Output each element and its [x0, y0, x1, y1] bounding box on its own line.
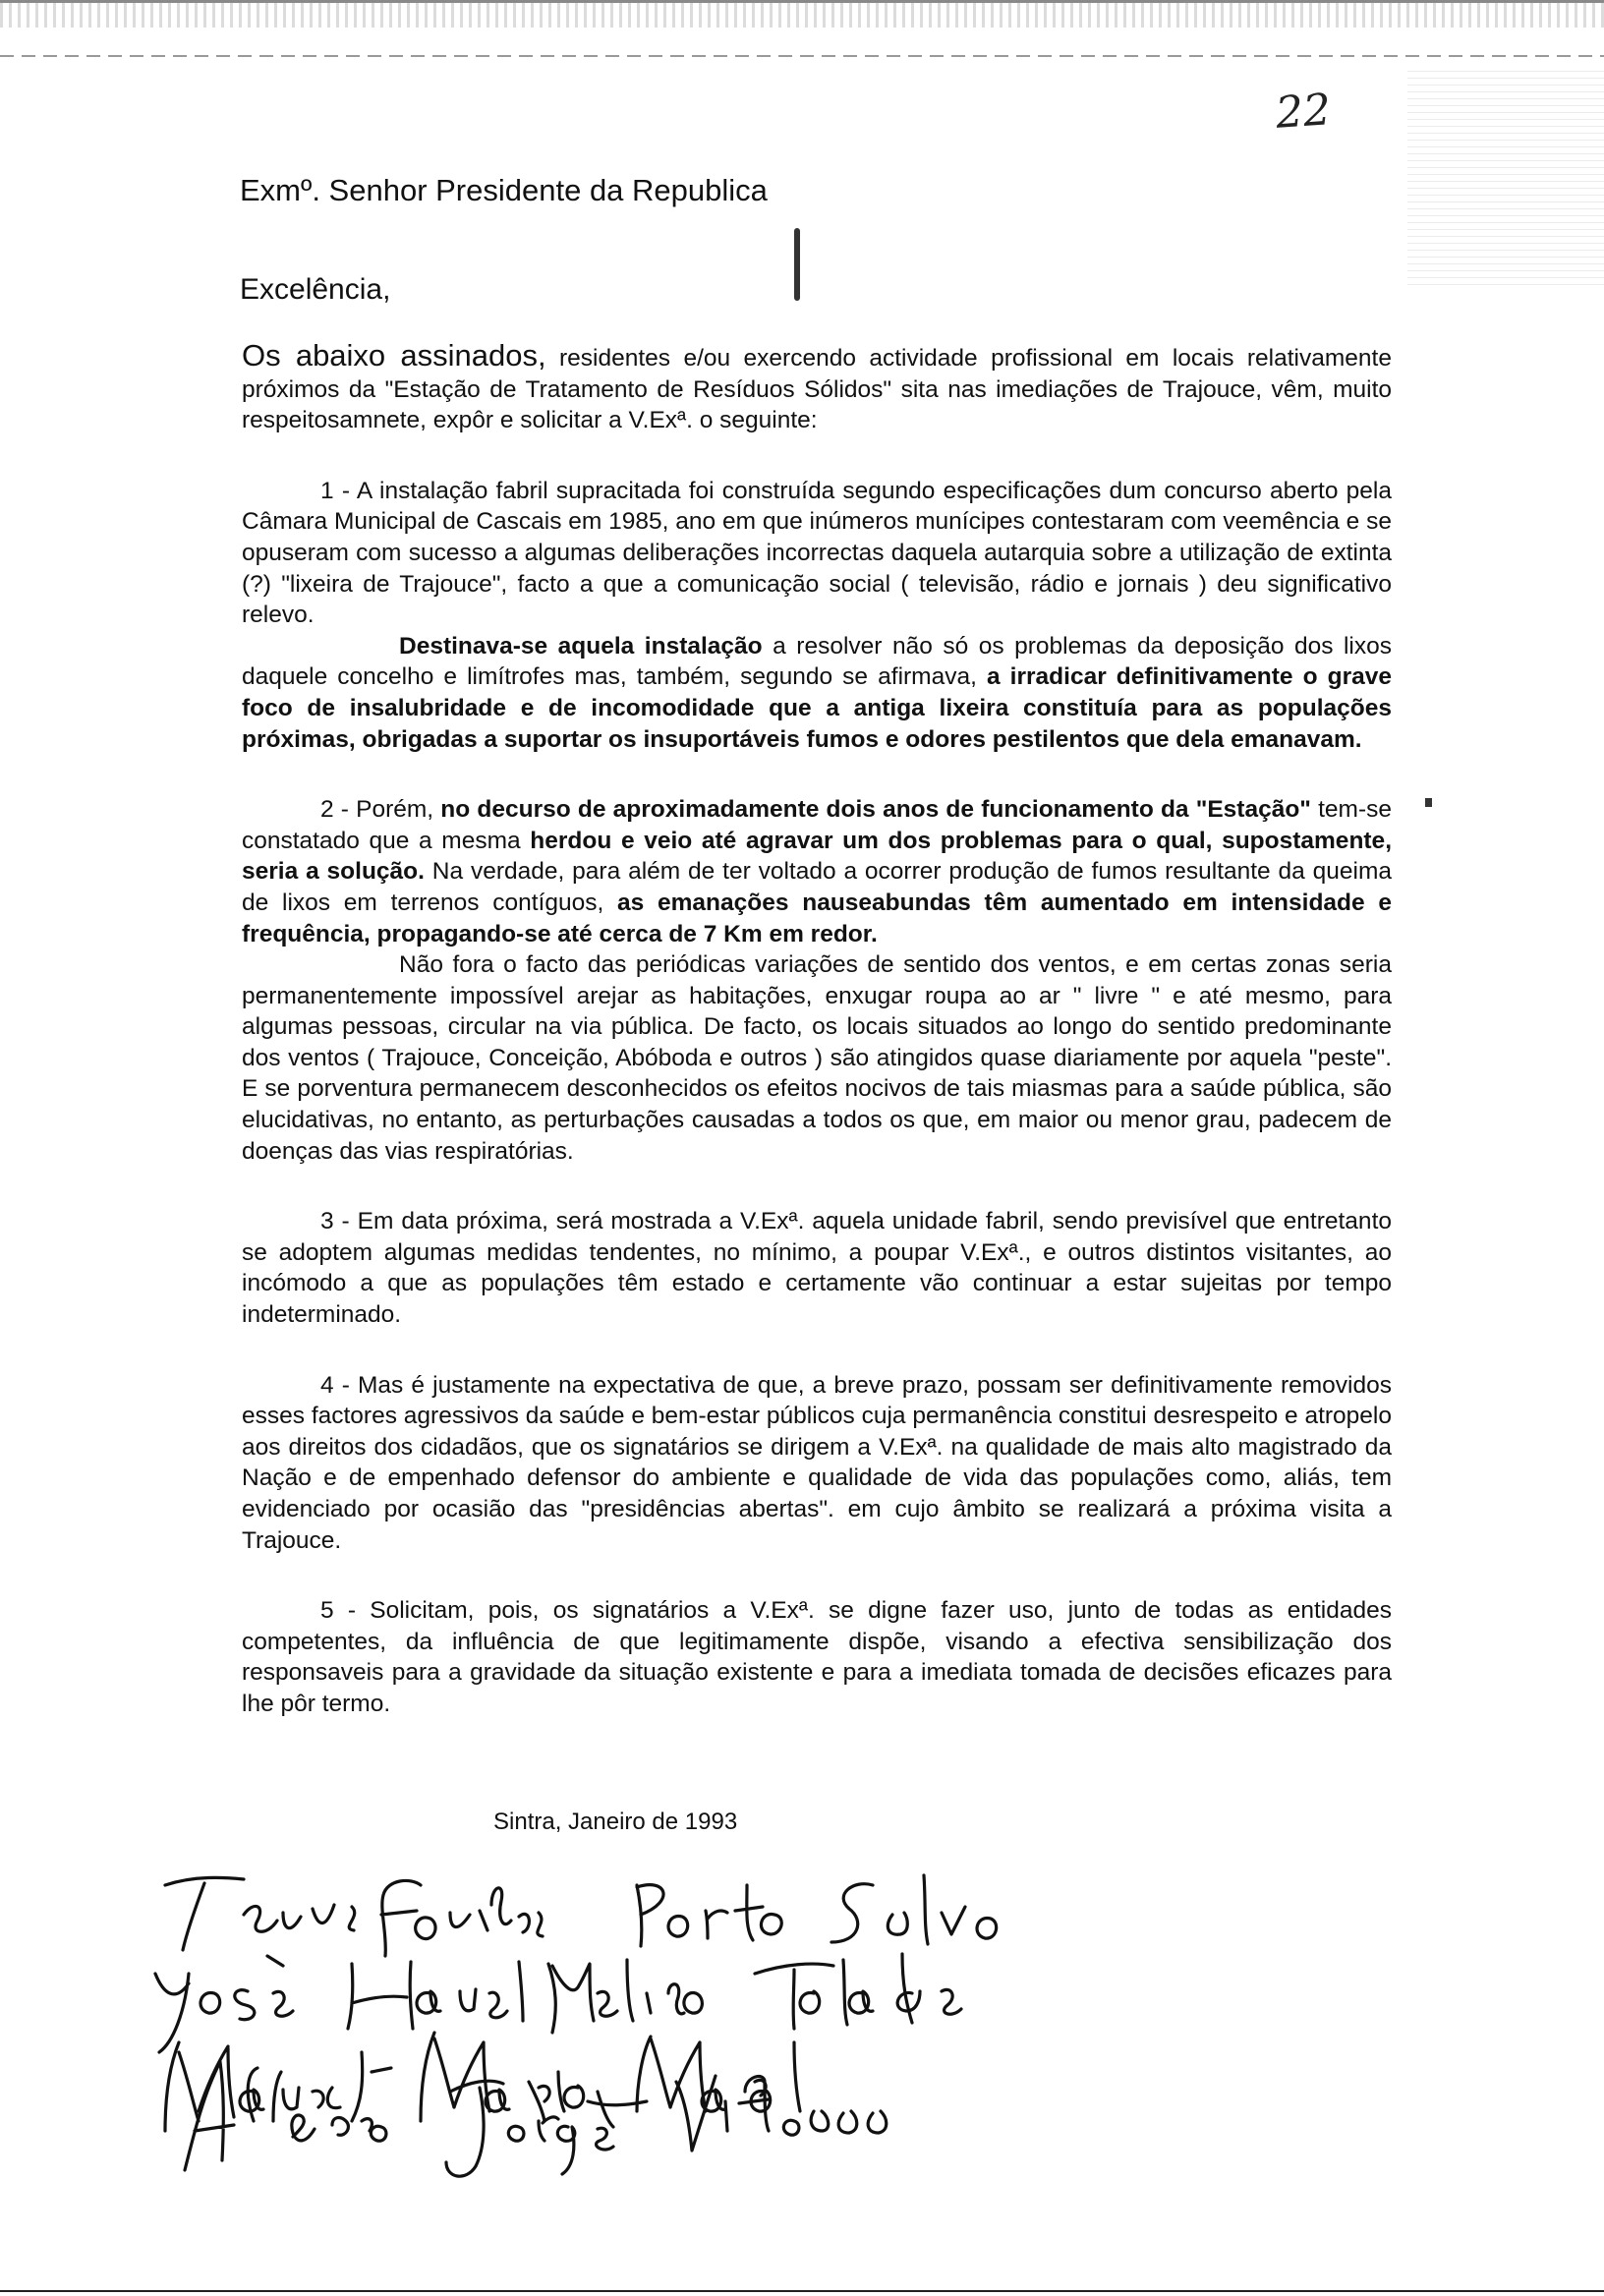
p2b-text: Não fora o facto das periódicas variações de sentido dos ventos, e em certas zonas seria permanentemente impossível arejar as habitações, enxugar roupa ao ar " livre " e até mesmo, para algumas pessoas, circular na via pública. De facto, os locais situados ao longo do sentido predominante dos ventos ( Trajouce, Conceição, Abóboda e outros ) são atingidos quase diariamente por aquela "peste". E se porventura permanecem desconhecidos os efeitos nocivos de tais miasmas para a saúde pública, são elucidativas, no entanto, as perturbações causadas a todos os que, em maior ou menor grau, padecem de doenças das vias respiratórias. — [242, 951, 1392, 1165]
p1b-bold-2: a irradicar definitivamente o grave foco de insalubridade e de incomodidade que a antiga lixeira constituía para as populações próximas, obrigadas a suportar os insuportáveis fumos e odores pestilentos que dela emanavam. — [242, 663, 1392, 753]
p4-text: 4 - Mas é justamente na expectativa de que, a breve prazo, possam ser definitivamente removidos esses factores agressivos da saúde e bem-estar públicos cuja permanência constitui desrespeito e atropelo aos direitos dos cidadãos, que os signatários se dirigem a V.Exª. na qualidade de mais alto magistrado da Nação e de empenhado defensor do ambiente e qualidade de vida das populações como, aliás, tem evidenciado por ocasião das "presidências abertas". em cujo âmbito se realizará a próxima visita a Trajouce. — [242, 1371, 1392, 1554]
salutation: Exmº. Senhor Presidente da Republica — [240, 173, 768, 207]
handwritten-signatures — [126, 1856, 1207, 2180]
paragraph-2 — [242, 794, 1392, 949]
signature-2 — [155, 1954, 961, 2052]
date-line: Sintra, Janeiro de 1993 — [493, 1808, 738, 1835]
p2-a3: tem-se constatado que a mesma — [242, 796, 1392, 854]
greeting: Excelência, — [240, 273, 391, 306]
paragraph-1b — [242, 631, 1392, 755]
p1b-text: a resolver não só os problemas da deposição dos lixos daquele concelho e limítrofes mas, também, segundo se afirmava, — [242, 632, 1392, 691]
signatures-image — [126, 1856, 1207, 2180]
p3-text: 3 - Em data próxima, será mostrada a V.Exª. aquela unidade fabril, sendo previsível que entretanto se adoptem algumas medidas tendentes, no mínimo, a poupar V.Exª., e outros distintos visitantes, ao incómodo a que as populações têm estado e certamente vão continuar a estar sujeitas por tempo indeterminado. — [242, 1208, 1392, 1329]
letter-body — [242, 340, 1392, 1759]
scan-rule-top — [0, 55, 1604, 57]
scan-border-bottom — [0, 2282, 1604, 2296]
signature-4 — [185, 2062, 887, 2176]
paragraph-intro — [242, 340, 1392, 436]
scan-noise — [1407, 69, 1604, 285]
stray-ink-dot — [1425, 798, 1432, 807]
p2-a2: no decurso de aproximadamente dois anos de funcionamento da "Estação" — [440, 796, 1311, 824]
paragraph-1 — [242, 476, 1392, 631]
paragraph-5 — [242, 1595, 1392, 1719]
p2-a5: Na verdade, para além de ter voltado a ocorrer produção de fumos resultante da queima de lixos em terrenos contíguos, — [242, 858, 1392, 916]
scan-border-top — [0, 0, 1604, 28]
p5-text: 5 - Solicitam, pois, os signatários a V.Exª. se digne fazer uso, junto de todas as entidades competentes, da influência de que legitimamente dispõe, visando a efectiva sensibilização dos responsaveis para a gravidade da situação existente e para a imediata tomada de decisões eficazes para lhe pôr termo. — [242, 1597, 1392, 1717]
signature-1 — [165, 1875, 997, 1956]
paragraph-4 — [242, 1370, 1392, 1557]
p2-a4: herdou e veio até agravar um dos problemas para o qual, supostamente, seria a solução. — [242, 827, 1392, 886]
p1-text: 1 - A instalação fabril supracitada foi construída segundo especificações dum concurso aberto pela Câmara Municipal de Cascais em 1985, ano em que inúmeros munícipes contestaram com veemência e se opuseram com sucesso a algumas deliberações incorrectas daquela autarquia sobre a utilização de extinta (?) "lixeira de Trajouce", facto a que a comunicação social ( televisão, rádio e jornais ) deu significativo relevo. — [242, 477, 1392, 629]
p2-a1: 2 - Porém, — [320, 796, 441, 824]
intro-lead: Os abaixo assinados, — [242, 338, 546, 373]
intro-text: residentes e/ou exercendo actividade profissional em locais relativamente próximos da "Estação de Tratamento de Resíduos Sólidos" sita nas imediações de Trajouce, vêm, muito respeitosamnete, expôr e solicitar a V.Exª. o seguinte: — [242, 345, 1392, 434]
paragraph-3 — [242, 1206, 1392, 1330]
stray-ink-mark — [794, 228, 800, 301]
p2-a6: as emanações nauseabundas têm aumentado em intensidade e frequência, propagando-se até cerca de 7 Km em redor. — [242, 889, 1393, 947]
p1b-bold-1: Destinava-se aquela instalação — [399, 632, 763, 660]
page-number: 22 — [1274, 85, 1333, 139]
paragraph-2b — [242, 949, 1392, 1167]
